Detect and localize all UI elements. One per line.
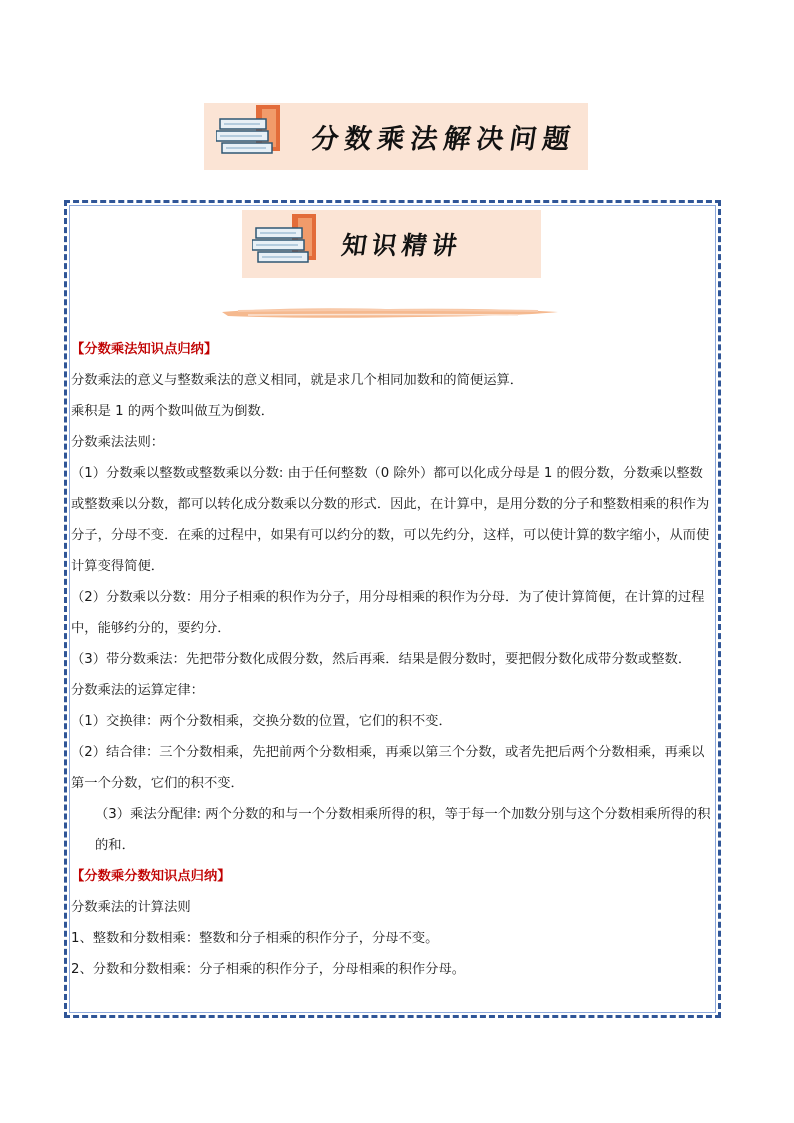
rule-item: （1）分数乘以整数或整数乘以分数: 由于任何整数（0 除外）都可以化成分母是 1 的假分数，分数乘以整数或整数乘以分数，都可以转化成分数乘以分数的形式．因此，在计算中，是用分数的分子和整数相乘的积作为分子，分母不变．在乘的过程中，如果有可以约分的数，可以先约分，这样，可以使计算的数字缩小，从而使计算变得简便． bbox=[71, 466, 710, 574]
books-icon bbox=[252, 214, 320, 264]
books-icon bbox=[216, 105, 284, 155]
section-title: 知识精讲 bbox=[339, 231, 464, 260]
paragraph: 分数乘法的意义与整数乘法的意义相同，就是求几个相同加数和的简便运算． bbox=[71, 373, 524, 388]
calc-item: 2、分数和分数相乘：分子相乘的积作分子，分母相乘的积作分母。 bbox=[71, 962, 466, 977]
law-item: （2）结合律：三个分数相乘，先把前两个分数相乘，再乘以第三个分数，或者先把后两个分数相乘，再乘以第一个分数，它们的积不变． bbox=[71, 745, 705, 791]
rule-item: （3）带分数乘法：先把带分数化成假分数，然后再乘．结果是假分数时，要把假分数化成带分数或整数． bbox=[71, 652, 692, 667]
section-banner bbox=[242, 210, 541, 278]
page-title: 分数乘法解决问题 bbox=[309, 124, 578, 155]
knowledge-content bbox=[71, 334, 714, 985]
paragraph: 乘积是 1 的两个数叫做互为倒数． bbox=[71, 404, 275, 419]
section-heading: 【分数乘法知识点归纳】 bbox=[71, 342, 218, 357]
calc-item: 1、整数和分数相乘：整数和分子相乘的积作分子，分母不变。 bbox=[71, 931, 439, 946]
rule-item: （2）分数乘以分数：用分子相乘的积作为分子，用分母相乘的积作为分母．为了使计算简便，在计算的过程中，能够约分的，要约分． bbox=[71, 590, 705, 636]
main-title-banner bbox=[204, 103, 588, 170]
law-item: （1）交换律：两个分数相乘，交换分数的位置，它们的积不变． bbox=[71, 714, 452, 729]
paragraph: 分数乘法的计算法则 bbox=[71, 900, 191, 915]
section-heading: 【分数乘分数知识点归纳】 bbox=[71, 869, 231, 884]
paragraph: 分数乘法法则： bbox=[71, 435, 165, 450]
law-item: （3）乘法分配律: 两个分数的和与一个分数相乘所得的积，等于每一个加数分别与这个分数相乘所得的积的和． bbox=[95, 807, 711, 853]
paragraph: 分数乘法的运算定律： bbox=[71, 683, 204, 698]
brush-stroke-divider bbox=[218, 306, 562, 320]
